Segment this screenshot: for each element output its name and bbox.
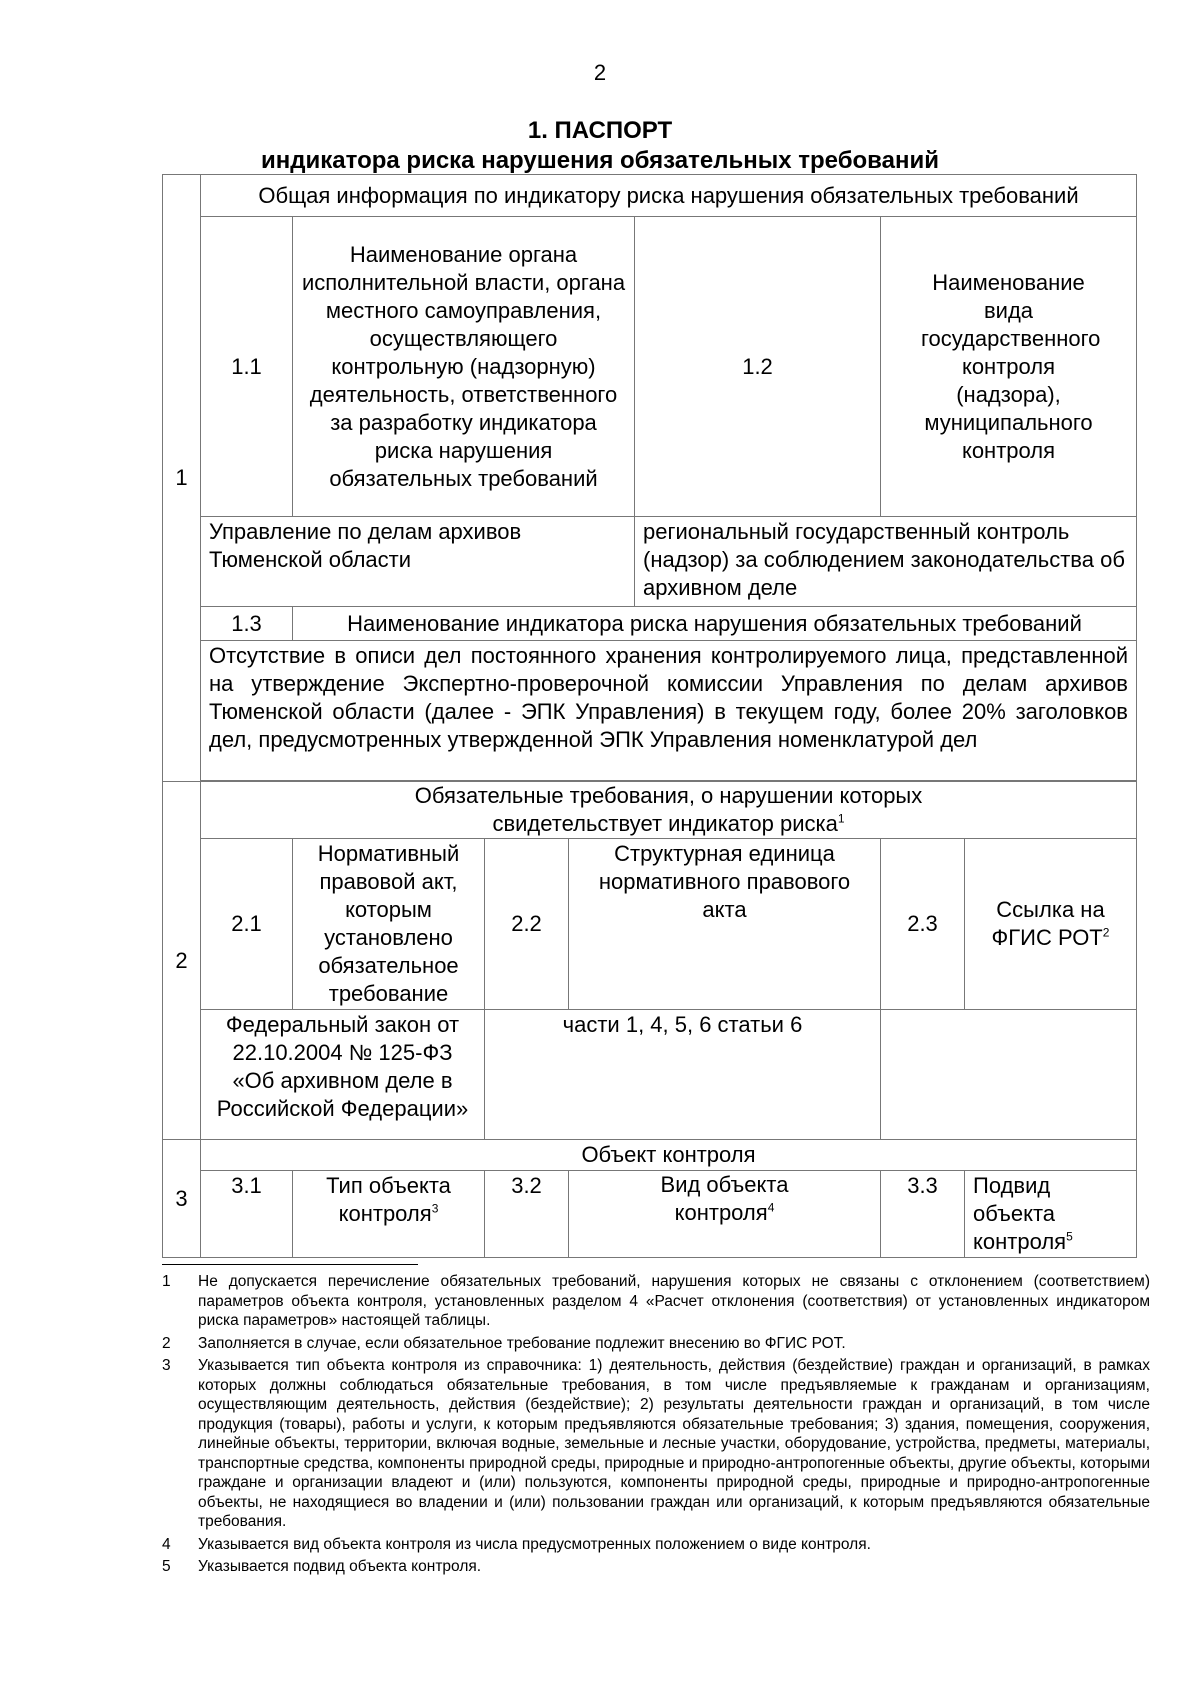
item-1-1-value: Управление по делам архивов Тюменской области [201, 517, 635, 607]
page-title [0, 116, 1200, 176]
footnote-ref-3: 3 [431, 1201, 439, 1216]
footnote-text: Указывается подвид объекта контроля. [198, 1558, 482, 1575]
footnote-text: Указывается тип объекта контроля из справочника: 1) деятельность, действия (бездействие) граждан и организаций, в рамках которых должны соблюдаться обязательные требования, в том числе предъявляемые к гражданам и организациям, осуществляющим деятельность, действия (бездействие); 2) результаты деятельности граждан и организаций, в том числе продукция (товары), работы и услуги, к которым предъявляются обязательные требования; 3) здания, помещения, сооружения, линейные объекты, территории, включая водные, земельные и лесные участки, оборудование, устройства, предметы, материалы, транспортные средства, компоненты природной среды, природные и природно-антропогенные объекты, другие объекты, которыми граждане и организации владеют и (или) пользуются, компоненты природной среды, природные и природно-антропогенные объекты, не находящиеся во владении и (или) пользовании граждан или организаций, к которым предъявляются обязательные требования. [198, 1357, 1150, 1530]
item-1-1-label: Наименование органа исполнительной власти, органа местного самоуправления, осуществляющего контрольную (надзорную) деятельность, ответственного за разработку индикатора риска нарушения обязательных требований [293, 217, 635, 517]
item-3-3-number: 3.3 [881, 1171, 965, 1258]
item-3-2-label: Вид объекта контроля$^4$ [569, 1171, 881, 1258]
footnote-text: Не допускается перечисление обязательных требований, нарушения которых не связаны с отклонением (соответствием) параметров объекта контроля, установленных разделом 4 «Расчет отклонения (соответствия) от установленных индикатором риска параметров» настоящей таблицы. [198, 1273, 1150, 1329]
item-1-3-number: 1.3 [201, 607, 293, 641]
item-3-1-label: Тип объекта контроля$^3$ [293, 1171, 485, 1258]
item-2-1-number: 2.1 [201, 839, 293, 1010]
title-line-1: 1. ПАСПОРТ [527, 117, 673, 144]
item-2-1-label: Нормативный правовой акт, которым установлено обязательное требование [293, 839, 485, 1010]
item-1-3-value: Отсутствие в описи дел постоянного хранения контролируемого лица, представленной на утверждение Экспертно-проверочной комиссии Управления по делам архивов Тюменской области (далее - ЭПК Управления) в текущем году, более 20% заголовков дел, предусмотренных утвержденной ЭПК Управления номенклатурой дел [201, 641, 1137, 781]
passport-table [162, 174, 1137, 1258]
section-3-number: 3 [163, 1140, 201, 1258]
footnote-ref-5: 5 [1066, 1229, 1073, 1244]
item-1-3-label: Наименование индикатора риска нарушения обязательных требований [293, 607, 1137, 641]
footnote-ref-2: 2 [1102, 925, 1110, 940]
item-2-3-label: Ссылка на ФГИС РОТ$^2$ [965, 839, 1137, 1010]
item-3-2-number: 3.2 [485, 1171, 569, 1258]
footnote-number: 4 [162, 1535, 171, 1553]
section-1-header: Общая информация по индикатору риска нарушения обязательных требований [201, 175, 1137, 217]
footnote-item [162, 1535, 1150, 1555]
item-2-1-value: Федеральный закон от 22.10.2004 № 125-ФЗ «Об архивном деле в Российской Федерации» [201, 1010, 485, 1140]
footnote-number: 5 [162, 1558, 171, 1575]
footnote-item [162, 1334, 1150, 1354]
footnote-number: 1 [162, 1273, 171, 1290]
item-3-1-number: 3.1 [201, 1171, 293, 1258]
footnote-item [162, 1557, 1150, 1577]
item-2-2-value: части 1, 4, 5, 6 статьи 6 [485, 1010, 881, 1140]
item-1-2-value: региональный государственный контроль (надзор) за соблюдением законодательства об архивном деле [635, 517, 1137, 607]
section-2-header: Обязательные требования, о нарушении которых свидетельствует индикатор риска$^1$ [201, 782, 1137, 839]
footnote-ref-1: 1 [837, 811, 845, 826]
item-1-1-number: 1.1 [201, 217, 293, 517]
item-3-3-label: Подвид объекта контроля$^5$ [965, 1171, 1137, 1258]
item-2-3-value [881, 1010, 1137, 1140]
item-1-2-number: 1.2 [635, 217, 881, 517]
footnote-separator [162, 1264, 418, 1265]
item-2-3-number: 2.3 [881, 839, 965, 1010]
footnote-text: Указывается вид объекта контроля из числа предусмотренных положением о виде контроля. [198, 1535, 871, 1553]
footnote-item [162, 1356, 1150, 1532]
item-2-2-label: Структурная единица нормативного правового акта [569, 839, 881, 1010]
footnote-number: 3 [162, 1357, 171, 1374]
footnote-item [162, 1272, 1150, 1331]
item-2-2-number: 2.2 [485, 839, 569, 1010]
section-1-number: 1 [163, 175, 201, 782]
section-2-number: 2 [163, 782, 201, 1140]
footnotes [162, 1272, 1150, 1580]
footnote-number: 2 [162, 1334, 171, 1352]
footnote-ref-4: 4 [767, 1200, 775, 1215]
title-line-2: индикатора риска нарушения обязательных требований [261, 147, 939, 174]
page-number: 2 [593, 60, 607, 85]
section-3-header: Объект контроля [201, 1140, 1137, 1171]
item-1-2-label: Наименование вида государственного контроля (надзора), муниципального контроля [881, 217, 1137, 517]
footnote-text: Заполняется в случае, если обязательное требование подлежит внесению во ФГИС РОТ. [198, 1334, 846, 1352]
